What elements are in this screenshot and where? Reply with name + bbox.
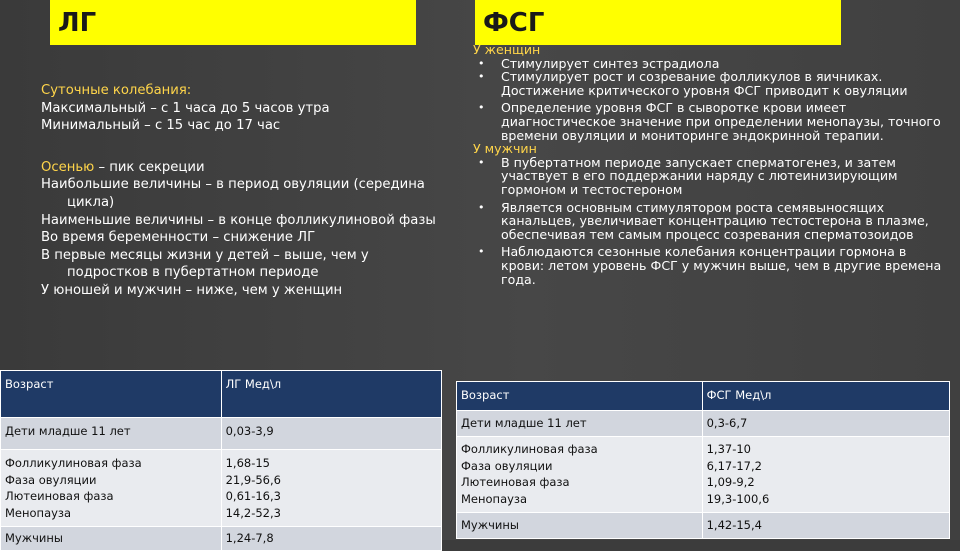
cell-age: Фолликулиновая фаза Фаза овуляции Лютеиновая фаза Менопауза: [457, 437, 703, 513]
column-header-age: Возраст: [457, 382, 703, 411]
list-item: • Определение уровня ФСГ в сыворотке крови имеет диагностическое значение при определении менопаузы, точного времени овуляции и мониторинге эндокринной терапии.: [478, 100, 941, 143]
bullet-icon: •: [478, 70, 485, 84]
list-item: • В пубертатном периоде запускает сперматогенез, и затем участвует в его поддержании наряду с лютеинизирующим гормоном и тестостероном: [478, 154, 898, 197]
cell-age: Дети младше 11 лет: [457, 411, 703, 437]
list-item: • Наблюдаются сезонные колебания концентрации гормона в крови: летом уровень ФСГ у мужчин выше, чем в другие времена года.: [478, 244, 942, 287]
men-label: У мужчин: [473, 141, 537, 157]
column-header-value: ЛГ Мед\л: [221, 371, 441, 418]
bullet-icon: •: [478, 56, 485, 70]
cell-value: 0,3-6,7: [702, 411, 949, 437]
list-item: • Стимулирует рост и созревание фолликулов в яичниках. Достижение критического уровня ФСГ приводит к овуляции: [478, 69, 908, 98]
fsg-reference-table: [456, 381, 950, 539]
bullet-icon: •: [478, 245, 485, 259]
women-list: [473, 57, 948, 143]
list-item: • Стимулирует синтез эстрадиола: [478, 55, 720, 71]
cell-age: Дети младше 11 лет: [1, 418, 222, 450]
cell-value: 0,03-3,9: [221, 418, 441, 450]
table-row: [1, 418, 442, 450]
bullet-icon: •: [478, 155, 485, 169]
daily-fluctuation-heading: Суточные колебания:: [41, 83, 192, 98]
table-header-row: [1, 371, 442, 418]
infants-note: В первые месяцы жизни у детей – выше, чем у подростков в пубертатном периоде: [41, 247, 369, 281]
table-header-row: [457, 382, 950, 411]
table-row: [457, 437, 950, 513]
women-label: У женщин: [473, 42, 541, 57]
table-row: [457, 411, 950, 437]
fsg-description: [473, 43, 948, 286]
daily-min: Минимальный – с 15 час до 17 час: [41, 118, 281, 134]
men-note: У юношей и мужчин – ниже, чем у женщин: [41, 282, 343, 298]
pregnancy-note: Во время беременности – снижение ЛГ: [41, 230, 316, 246]
column-header-age: Возраст: [1, 371, 222, 418]
men-list: [473, 156, 948, 286]
daily-max: Максимальный – с 1 часа до 5 часов утра: [41, 100, 330, 116]
table-row: [1, 450, 442, 527]
lg-reference-table: [0, 370, 442, 551]
list-item: • Является основным стимулятором роста семявыносящих канальцев, увеличивает концентрацию тестостерона в плазме, обеспечивая тем самым процесс созревания сперматозоидов: [478, 199, 929, 242]
autumn-peak: [41, 159, 441, 177]
cell-value: 1,68-15 21,9-56,6 0,61-16,3 14,2-52,3: [221, 450, 441, 527]
largest-values: Наибольшие величины – в период овуляции (середина цикла): [41, 177, 425, 210]
cell-value: 1,42-15,4: [702, 513, 949, 539]
smallest-values: Наименьшие величины – в конце фолликулиновой фазы: [41, 212, 436, 228]
table-row: [457, 513, 950, 539]
cell-age: Мужчины: [457, 513, 703, 539]
cell-age: Фолликулиновая фаза Фаза овуляции Лютеиновая фаза Менопауза: [1, 450, 222, 527]
bullet-icon: •: [478, 101, 485, 115]
table-row: [1, 527, 442, 551]
bullet-icon: •: [478, 200, 485, 214]
cell-age: Мужчины: [1, 527, 222, 551]
cell-value: 1,24-7,8: [221, 527, 441, 551]
column-header-value: ФСГ Мед\л: [702, 382, 949, 411]
lg-description: [41, 82, 441, 300]
autumn-rest: – пик секреции: [94, 159, 205, 175]
autumn-highlight: Осенью: [41, 159, 95, 175]
lg-title: ЛГ: [50, 0, 416, 45]
cell-value: 1,37-10 6,17-17,2 1,09-9,2 19,3-100,6: [702, 437, 949, 513]
fsg-title: ФСГ: [475, 0, 841, 45]
